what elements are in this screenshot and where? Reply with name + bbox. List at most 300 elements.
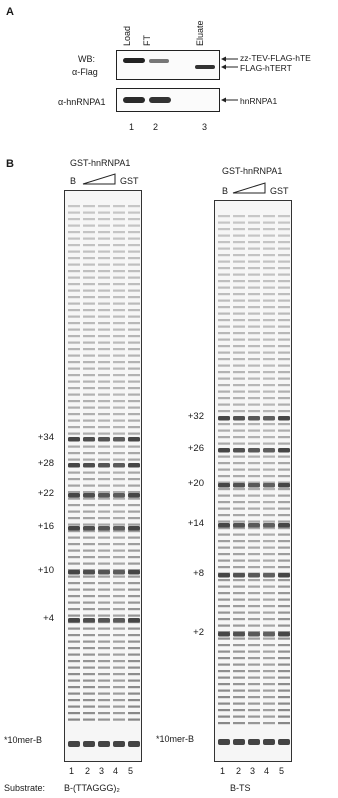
gel-band bbox=[98, 576, 110, 578]
gel-band bbox=[128, 628, 140, 630]
gel-band bbox=[68, 257, 80, 259]
gel-band bbox=[98, 329, 110, 331]
gel-band bbox=[83, 437, 95, 442]
gel-band bbox=[263, 443, 275, 445]
gel-band bbox=[233, 716, 245, 718]
gel-band bbox=[68, 426, 80, 428]
gel-band bbox=[128, 420, 140, 422]
gel-band bbox=[68, 504, 80, 506]
gel-band bbox=[233, 644, 245, 646]
gel-band bbox=[218, 274, 230, 276]
gel-band bbox=[113, 437, 125, 442]
gel-band bbox=[278, 378, 290, 380]
size-marker: +4 bbox=[43, 613, 54, 624]
gel-band bbox=[113, 543, 125, 545]
gel-band bbox=[113, 654, 125, 656]
gel-band bbox=[113, 316, 125, 318]
gel-band bbox=[68, 543, 80, 545]
gel-band bbox=[83, 335, 95, 337]
gel-band bbox=[113, 394, 125, 396]
gel-band bbox=[248, 703, 260, 705]
gel-band bbox=[248, 618, 260, 620]
gel-band bbox=[83, 322, 95, 324]
gel-band bbox=[248, 612, 260, 614]
gel-band bbox=[113, 335, 125, 337]
gel-band bbox=[278, 397, 290, 399]
gel-band bbox=[278, 313, 290, 315]
alpha-flag-label: α-Flag bbox=[72, 67, 98, 77]
gel-band bbox=[248, 326, 260, 328]
gel-band bbox=[248, 358, 260, 360]
gel-band bbox=[218, 215, 230, 217]
gel-band bbox=[83, 329, 95, 331]
size-marker: +26 bbox=[187, 443, 204, 454]
column-label-load: Load bbox=[122, 25, 132, 46]
blot-hnrnpa1 bbox=[116, 88, 220, 112]
gel-band bbox=[263, 488, 275, 490]
gel-band bbox=[83, 686, 95, 688]
gel-band bbox=[263, 696, 275, 698]
gel-band bbox=[218, 644, 230, 646]
gel-band bbox=[263, 306, 275, 308]
gel-band bbox=[248, 436, 260, 438]
gel-band bbox=[278, 573, 290, 578]
gel-band bbox=[218, 254, 230, 256]
gel-band bbox=[248, 632, 260, 637]
gel-band bbox=[113, 348, 125, 350]
gel-band bbox=[218, 448, 230, 453]
gel-band bbox=[128, 303, 140, 305]
gel-band bbox=[113, 212, 125, 214]
gel-band bbox=[233, 358, 245, 360]
gel-band bbox=[113, 225, 125, 227]
gel-band bbox=[218, 404, 230, 406]
gel-band bbox=[98, 277, 110, 279]
gel-band bbox=[68, 218, 80, 220]
gel-band bbox=[128, 238, 140, 240]
gel-band bbox=[278, 625, 290, 627]
size-marker: +32 bbox=[187, 411, 204, 422]
gel-band bbox=[263, 410, 275, 412]
gel-band bbox=[98, 205, 110, 207]
gel-band bbox=[128, 680, 140, 682]
gel-band bbox=[83, 699, 95, 701]
gel-band bbox=[218, 332, 230, 334]
gel-band bbox=[263, 553, 275, 555]
gel-band bbox=[128, 400, 140, 402]
gel-band bbox=[83, 355, 95, 357]
gel-band bbox=[233, 306, 245, 308]
gel-band bbox=[263, 521, 275, 523]
gel-band bbox=[98, 660, 110, 662]
gel-band bbox=[278, 651, 290, 653]
gel-band bbox=[113, 517, 125, 519]
gel-band bbox=[98, 543, 110, 545]
band-load-hnrnpa1 bbox=[123, 97, 145, 103]
gel-band bbox=[68, 342, 80, 344]
gel-band bbox=[68, 741, 80, 747]
gel-band bbox=[98, 478, 110, 480]
gel-band bbox=[218, 235, 230, 237]
gel-band bbox=[233, 483, 245, 488]
gel-band bbox=[128, 491, 140, 493]
lane-number: 5 bbox=[128, 766, 134, 776]
gel-band bbox=[83, 712, 95, 714]
gel-band bbox=[98, 387, 110, 389]
lane-number: 2 bbox=[236, 766, 242, 776]
gel-band bbox=[68, 491, 80, 493]
gel-band bbox=[128, 212, 140, 214]
gel-band bbox=[68, 647, 80, 649]
gel-band bbox=[113, 589, 125, 591]
gel-band bbox=[218, 566, 230, 568]
gel-band bbox=[83, 498, 95, 500]
gel-band bbox=[218, 248, 230, 250]
gel-band bbox=[233, 339, 245, 341]
size-marker: +34 bbox=[37, 432, 54, 443]
gel-band bbox=[98, 433, 110, 435]
gel-band bbox=[263, 228, 275, 230]
gel-band bbox=[113, 680, 125, 682]
gel-band bbox=[218, 501, 230, 503]
gel-band bbox=[128, 459, 140, 461]
gel-band bbox=[278, 448, 290, 453]
gel-band bbox=[278, 410, 290, 412]
gel-band bbox=[248, 423, 260, 425]
gel-band bbox=[218, 508, 230, 510]
gel-band bbox=[263, 436, 275, 438]
concentration-gradient-icon bbox=[232, 182, 266, 194]
gel-band bbox=[218, 378, 230, 380]
gel-band bbox=[113, 257, 125, 259]
gel-band bbox=[68, 368, 80, 370]
gel-band bbox=[83, 589, 95, 591]
gel-band bbox=[233, 560, 245, 562]
gel-band bbox=[278, 599, 290, 601]
gel-band bbox=[263, 638, 275, 640]
gel-band bbox=[113, 244, 125, 246]
gel-band bbox=[233, 501, 245, 503]
gel-band bbox=[263, 605, 275, 607]
gel-band bbox=[113, 355, 125, 357]
gel-band bbox=[128, 394, 140, 396]
gel-band bbox=[68, 654, 80, 656]
gel-band bbox=[278, 423, 290, 425]
gel-band bbox=[68, 407, 80, 409]
gel-band bbox=[113, 485, 125, 487]
gel-band bbox=[98, 693, 110, 695]
gel-band bbox=[218, 358, 230, 360]
gel-band bbox=[83, 400, 95, 402]
gel-band bbox=[98, 283, 110, 285]
gel-band bbox=[263, 508, 275, 510]
gel-band bbox=[263, 495, 275, 497]
gel-band bbox=[263, 540, 275, 542]
gel-band bbox=[218, 605, 230, 607]
gel-band bbox=[263, 690, 275, 692]
gel-band bbox=[233, 670, 245, 672]
gel-band bbox=[263, 326, 275, 328]
gel-band bbox=[248, 448, 260, 453]
gel-band bbox=[248, 404, 260, 406]
gel-band bbox=[98, 381, 110, 383]
gel-band bbox=[83, 478, 95, 480]
gel-band bbox=[278, 241, 290, 243]
gel-band bbox=[113, 741, 125, 747]
gel-band bbox=[68, 570, 80, 575]
gel-band bbox=[278, 365, 290, 367]
gel-band bbox=[218, 638, 230, 640]
gel-band bbox=[68, 394, 80, 396]
gel-band bbox=[113, 563, 125, 565]
gel-band bbox=[218, 313, 230, 315]
gel-band bbox=[68, 231, 80, 233]
gel-band bbox=[233, 523, 245, 528]
gel-band bbox=[263, 592, 275, 594]
gel-band bbox=[113, 329, 125, 331]
gel-band bbox=[278, 443, 290, 445]
gel-band bbox=[248, 683, 260, 685]
gel-band bbox=[218, 523, 230, 528]
gel-band bbox=[248, 306, 260, 308]
gel-band bbox=[128, 316, 140, 318]
gel-band bbox=[68, 437, 80, 442]
gel-band bbox=[68, 719, 80, 721]
gel-band bbox=[113, 433, 125, 435]
size-marker: +2 bbox=[193, 627, 204, 638]
gel-band bbox=[248, 293, 260, 295]
gel-band bbox=[233, 287, 245, 289]
gel-band bbox=[68, 420, 80, 422]
gel-band bbox=[68, 348, 80, 350]
gel-band bbox=[248, 365, 260, 367]
gel-band bbox=[98, 680, 110, 682]
gel-band bbox=[263, 241, 275, 243]
gel-band bbox=[248, 261, 260, 263]
gel-band bbox=[263, 709, 275, 711]
gel-band bbox=[233, 677, 245, 679]
gel-band bbox=[68, 452, 80, 454]
gel-band bbox=[113, 463, 125, 468]
gel-band bbox=[233, 248, 245, 250]
gel-band bbox=[83, 433, 95, 435]
gel-band bbox=[278, 514, 290, 516]
gel-band bbox=[128, 570, 140, 575]
gel-band bbox=[68, 582, 80, 584]
gel-band bbox=[233, 618, 245, 620]
gel-band bbox=[248, 274, 260, 276]
gel-band bbox=[218, 352, 230, 354]
gel-band bbox=[248, 235, 260, 237]
gel-band bbox=[218, 657, 230, 659]
gel-band bbox=[248, 222, 260, 224]
gel-band bbox=[263, 293, 275, 295]
gel-band bbox=[128, 526, 140, 531]
gel-band bbox=[218, 293, 230, 295]
gel-band bbox=[233, 488, 245, 490]
gel-band bbox=[128, 335, 140, 337]
gel-band bbox=[263, 313, 275, 315]
gel-band bbox=[278, 371, 290, 373]
gel-band bbox=[233, 391, 245, 393]
gel-band bbox=[98, 654, 110, 656]
gel-band bbox=[68, 524, 80, 526]
gel-band bbox=[128, 634, 140, 636]
gel-band bbox=[218, 651, 230, 653]
gel-band bbox=[83, 706, 95, 708]
gel-band bbox=[68, 498, 80, 500]
gel-band bbox=[83, 426, 95, 428]
gel-band bbox=[128, 348, 140, 350]
gel-band bbox=[233, 599, 245, 601]
gel-band bbox=[98, 303, 110, 305]
gel-band bbox=[278, 521, 290, 523]
gel-band bbox=[113, 374, 125, 376]
gel-band bbox=[218, 632, 230, 637]
gel-band bbox=[278, 358, 290, 360]
gel-band bbox=[278, 703, 290, 705]
gel-band bbox=[278, 475, 290, 477]
gel-band bbox=[128, 550, 140, 552]
gel-band bbox=[218, 436, 230, 438]
gel-band bbox=[248, 521, 260, 523]
gel-band bbox=[218, 397, 230, 399]
gel-band bbox=[218, 391, 230, 393]
gel-band bbox=[128, 205, 140, 207]
gel-band bbox=[248, 352, 260, 354]
gel-band bbox=[233, 326, 245, 328]
gel-band bbox=[68, 290, 80, 292]
gel-band bbox=[218, 384, 230, 386]
gel-band bbox=[233, 612, 245, 614]
gel-band bbox=[233, 416, 245, 421]
gel-band bbox=[278, 657, 290, 659]
gel-band bbox=[98, 218, 110, 220]
gel-band bbox=[248, 391, 260, 393]
gel-band bbox=[248, 378, 260, 380]
gel-band bbox=[68, 595, 80, 597]
gel-band bbox=[128, 576, 140, 578]
gel-band bbox=[113, 368, 125, 370]
gel-band bbox=[98, 463, 110, 468]
gel-band bbox=[248, 228, 260, 230]
gel-band bbox=[83, 270, 95, 272]
gel-band bbox=[83, 264, 95, 266]
gel-band bbox=[248, 547, 260, 549]
label-hnrnpa1: hnRNPA1 bbox=[240, 96, 278, 106]
gel-band bbox=[233, 495, 245, 497]
lane-number: 4 bbox=[113, 766, 119, 776]
gel-band bbox=[233, 651, 245, 653]
gel-band bbox=[128, 712, 140, 714]
gel-band bbox=[68, 550, 80, 552]
gel-band bbox=[113, 309, 125, 311]
gel-band bbox=[98, 361, 110, 363]
gel-band bbox=[128, 673, 140, 675]
gel-band bbox=[128, 368, 140, 370]
gel-band bbox=[83, 374, 95, 376]
gel-band bbox=[113, 342, 125, 344]
gel-band bbox=[83, 472, 95, 474]
gel-band bbox=[98, 251, 110, 253]
gel-band bbox=[113, 381, 125, 383]
gel-band bbox=[128, 699, 140, 701]
gel-band bbox=[98, 348, 110, 350]
gel-band bbox=[68, 602, 80, 604]
gel-band bbox=[68, 283, 80, 285]
gel-band bbox=[248, 586, 260, 588]
gel-band bbox=[233, 404, 245, 406]
gel-band bbox=[98, 316, 110, 318]
gel-band bbox=[83, 244, 95, 246]
gel-band bbox=[68, 335, 80, 337]
gel-band bbox=[128, 361, 140, 363]
gel-band bbox=[218, 599, 230, 601]
gel-band bbox=[113, 686, 125, 688]
gel-band bbox=[128, 741, 140, 747]
gel-band bbox=[248, 430, 260, 432]
gel-band bbox=[98, 699, 110, 701]
lane-number: 1 bbox=[220, 766, 226, 776]
gel-band bbox=[278, 293, 290, 295]
gel-band bbox=[263, 475, 275, 477]
gel-band bbox=[218, 690, 230, 692]
gel-band bbox=[233, 267, 245, 269]
gel-band bbox=[233, 332, 245, 334]
gel-band bbox=[98, 741, 110, 747]
gel-band bbox=[98, 595, 110, 597]
gel-band bbox=[128, 374, 140, 376]
gel-band bbox=[128, 290, 140, 292]
lane-number: 3 bbox=[202, 122, 208, 132]
gel-band bbox=[68, 309, 80, 311]
gel-band bbox=[68, 693, 80, 695]
gel-band bbox=[233, 664, 245, 666]
gel-band bbox=[128, 283, 140, 285]
gel-band bbox=[83, 647, 95, 649]
lane-number: 3 bbox=[99, 766, 105, 776]
gel-band bbox=[278, 254, 290, 256]
gel-band bbox=[248, 592, 260, 594]
gel-band bbox=[278, 644, 290, 646]
gel-band bbox=[218, 462, 230, 464]
gel-band bbox=[98, 413, 110, 415]
gel-band bbox=[218, 345, 230, 347]
gel-band bbox=[278, 560, 290, 562]
gel-band bbox=[113, 251, 125, 253]
gel-band bbox=[278, 462, 290, 464]
gel-band bbox=[218, 664, 230, 666]
gel-band bbox=[128, 647, 140, 649]
gel-band bbox=[218, 241, 230, 243]
gel-band bbox=[248, 241, 260, 243]
gel-band bbox=[263, 514, 275, 516]
band-ft-upper bbox=[149, 59, 169, 63]
gel-band bbox=[83, 381, 95, 383]
gel-band bbox=[278, 280, 290, 282]
gel-band bbox=[83, 673, 95, 675]
gel-band bbox=[278, 332, 290, 334]
gel-band bbox=[98, 238, 110, 240]
gel-band bbox=[248, 625, 260, 627]
gel-band bbox=[128, 231, 140, 233]
gel-band bbox=[113, 491, 125, 493]
gel-band bbox=[113, 550, 125, 552]
gel-band bbox=[83, 693, 95, 695]
band-eluate-lower bbox=[195, 65, 215, 69]
gel-band bbox=[98, 472, 110, 474]
gel-band bbox=[263, 683, 275, 685]
